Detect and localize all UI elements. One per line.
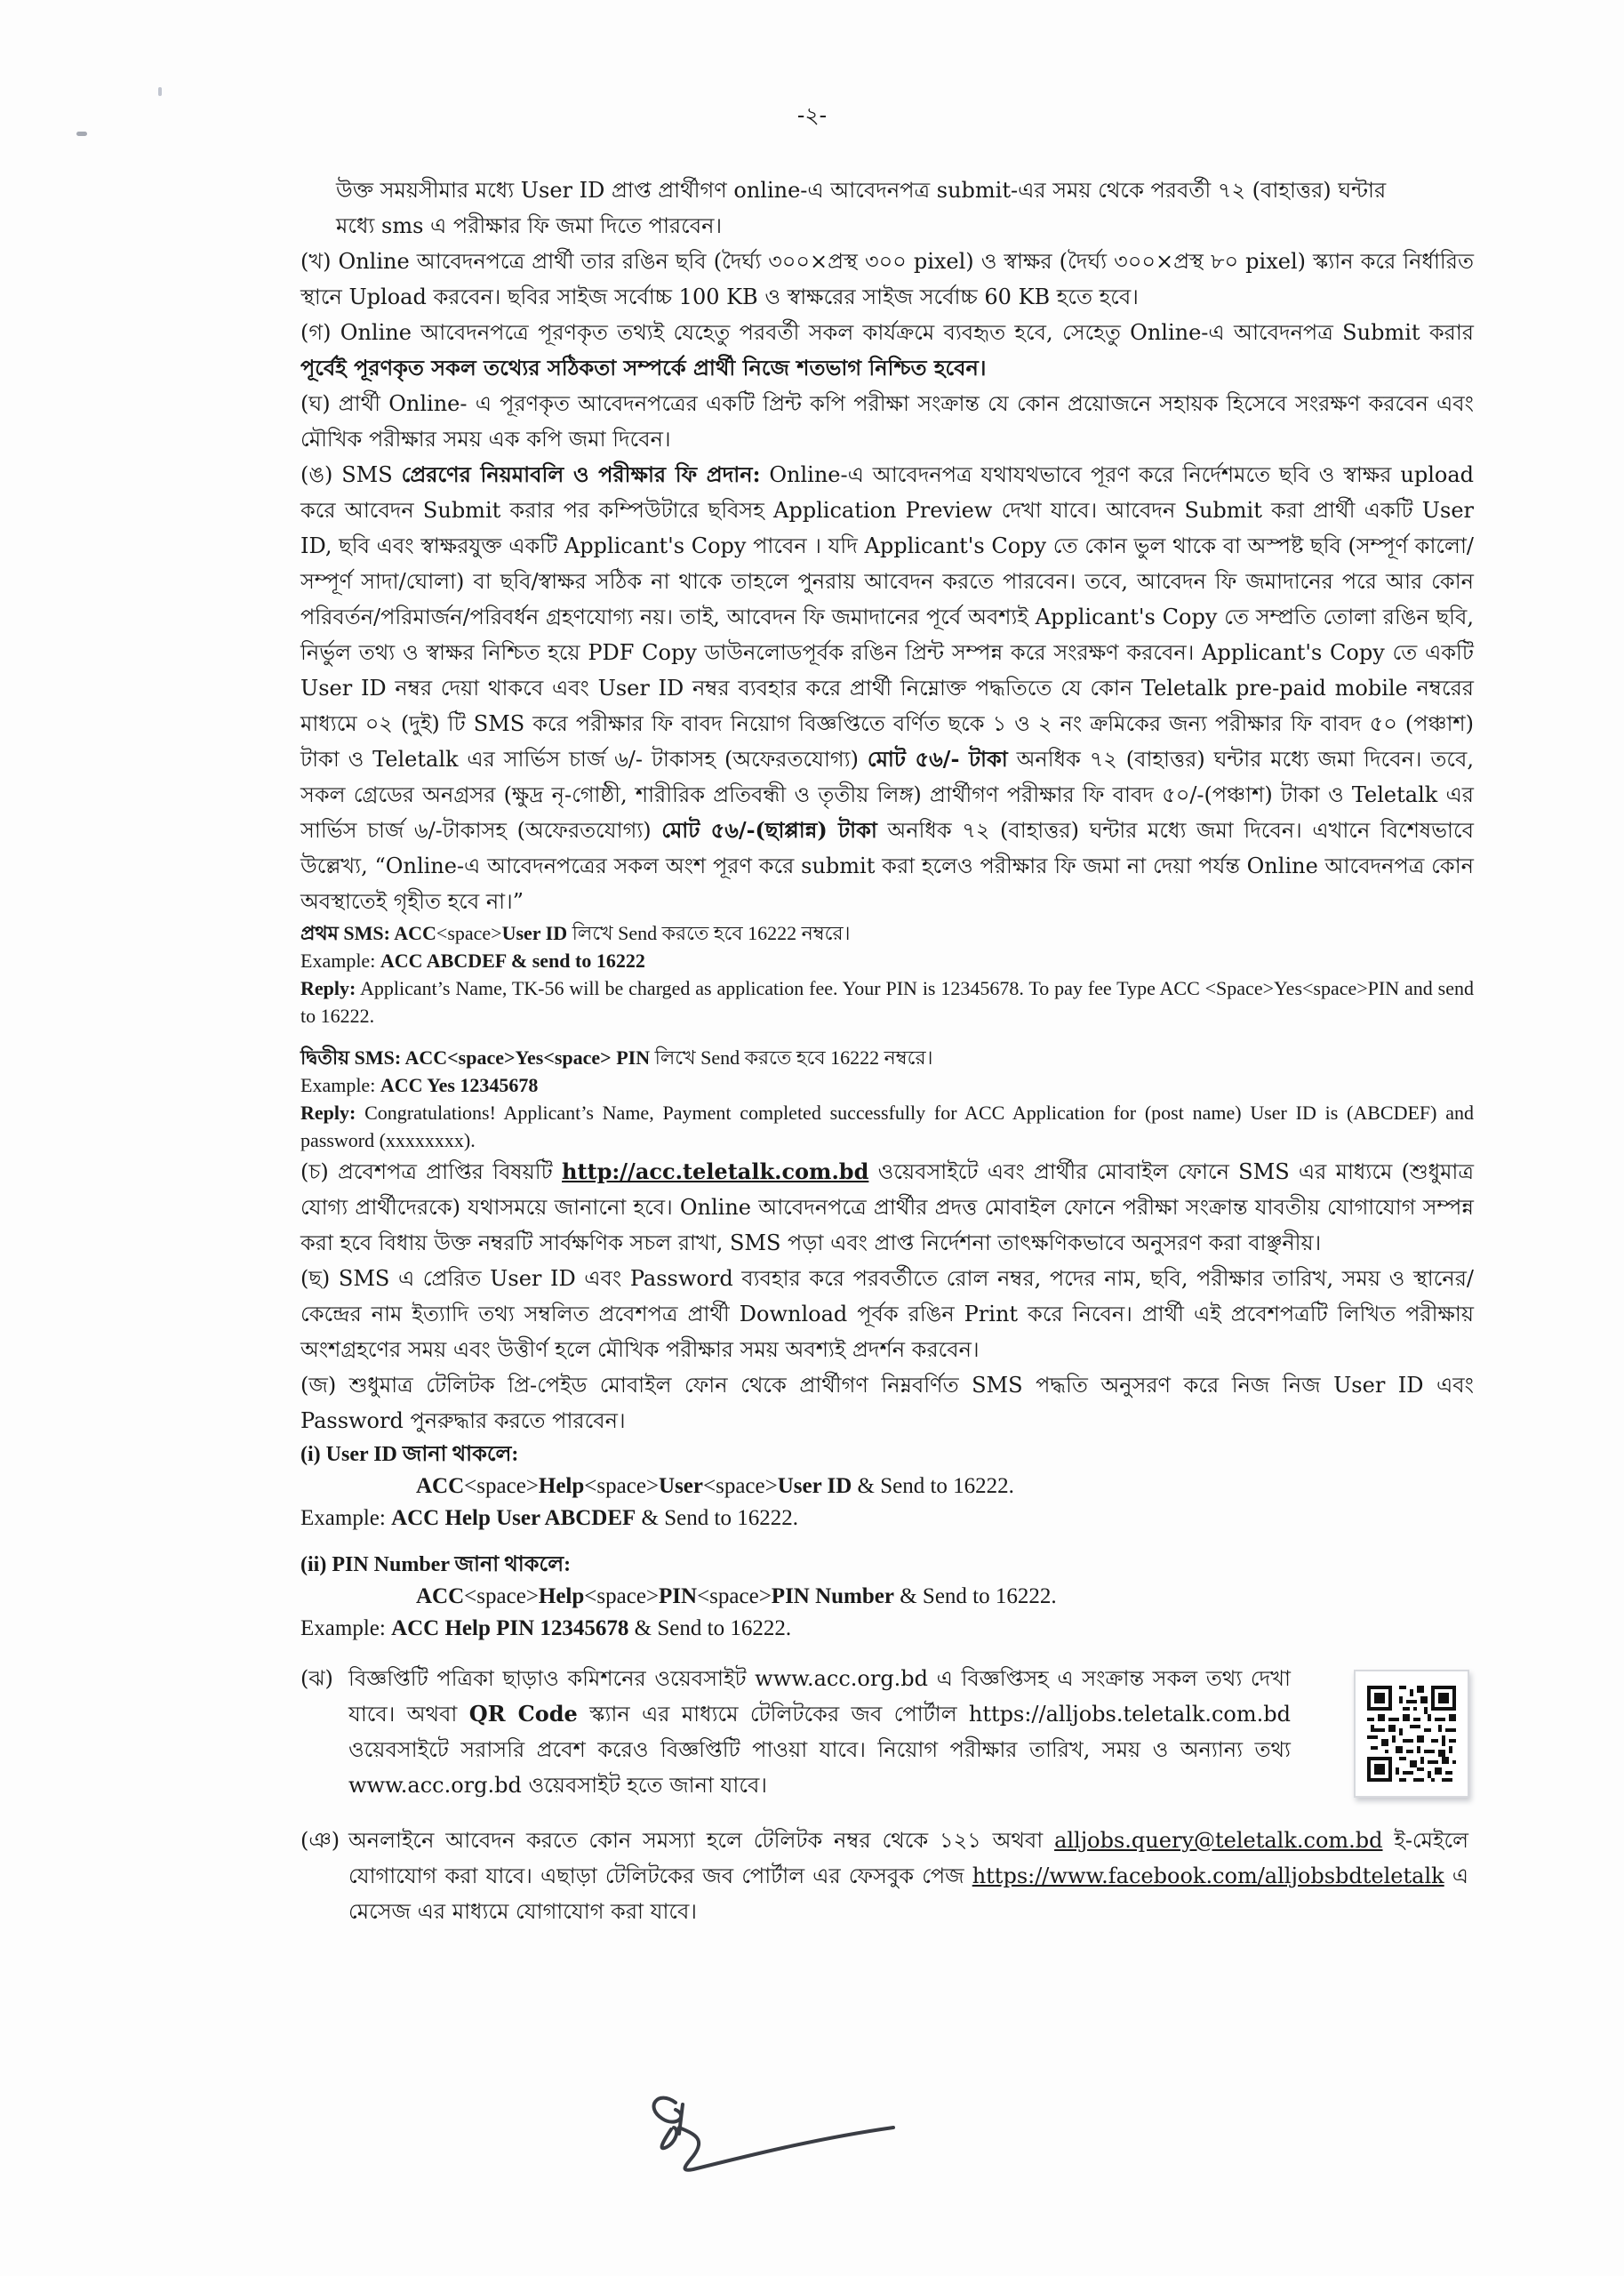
sms-2-example-value: ACC Yes 12345678 bbox=[380, 1074, 539, 1096]
intro-paragraph bbox=[300, 172, 1474, 244]
example-value: ACC Help PIN 12345678 bbox=[391, 1616, 629, 1640]
cmd-space: <space> bbox=[584, 1584, 660, 1608]
item-nya-text-3: এ মেসেজ এর মাধ্যমে যোগাযোগ করা যাবে। bbox=[348, 1863, 1469, 1924]
example-tail: & Send to 16222. bbox=[628, 1616, 792, 1640]
sms-2-tail: লিখে Send করতে হবে 16222 নম্বরে। bbox=[650, 1046, 933, 1069]
item-uma-total-fee: মোট ৫৬/- টাকা bbox=[867, 746, 1008, 772]
cmd-space: <space> bbox=[697, 1584, 772, 1608]
item-jha-qr-label: QR Code bbox=[468, 1701, 578, 1727]
signature-icon bbox=[640, 2085, 907, 2183]
item-jha bbox=[300, 1661, 1474, 1803]
item-uma-title: প্রেরণের নিয়মাবলি ও পরীক্ষার ফি প্রদান: bbox=[401, 461, 761, 487]
sms-1-reply bbox=[300, 974, 1474, 1030]
qr-code-graphic bbox=[1367, 1686, 1456, 1782]
page-number: -২- bbox=[796, 102, 828, 128]
example-label: Example: bbox=[300, 1506, 392, 1530]
recovery-userid-example bbox=[300, 1503, 1474, 1535]
scan-speck bbox=[158, 87, 162, 96]
recovery-userid-header: (i) User ID জানা থাকলে: bbox=[300, 1443, 519, 1466]
recovery-pin-example bbox=[300, 1613, 1474, 1645]
sms-2-reply bbox=[300, 1099, 1474, 1154]
recovery-pin-header: (ii) PIN Number জানা থাকলে: bbox=[300, 1553, 572, 1576]
sms-1-block bbox=[300, 919, 1474, 1030]
sms-1-example bbox=[300, 947, 1474, 974]
item-cha-text-1: (চ) প্রবেশপত্র প্রাপ্তির বিষয়টি bbox=[300, 1159, 563, 1184]
alljobs-email-link[interactable]: alljobs.query@teletalk.com.bd bbox=[1054, 1828, 1383, 1853]
cmd-space: <space> bbox=[703, 1474, 778, 1498]
item-uma-total-fee-2: মোট ৫৬/-(ছাপ্পান্ন) টাকা bbox=[661, 817, 877, 843]
item-uma-text-2: অনধিক ৭২ (বাহাত্তর) ঘন্টার মধ্যে জমা দিবেন। তবে, সকল গ্রেডের অনগ্রসর (ক্ষুদ্র নৃ-গোষ্ঠী, শারীরিক প্রতিবন্ধী ও তৃতীয় লিঙ্গ) প্রার্থীগণ পরীক্ষার ফি বাবদ ৫০/-(পঞ্চাশ) টাকা ও Teletalk এর সার্ভিস চার্জ ৬/-টাকাসহ (অফেরতযোগ্য) bbox=[300, 747, 1474, 843]
item-jha-text-1: বিজ্ঞপ্তিটি পত্রিকা ছাড়াও কমিশনের ওয়েবসাইট www.acc.org.bd এ বিজ্ঞপ্তিসহ এ সংক্রান্ত সকল তথ্য দেখা যাবে। অথবা bbox=[348, 1666, 1291, 1727]
sms-1-example-value: ACC ABCDEF & send to 16222 bbox=[380, 950, 645, 972]
sms-1-userid: User ID bbox=[501, 922, 568, 944]
sms-2-label: দ্বিতীয় SMS: ACC<space>Yes<space> PIN bbox=[300, 1046, 651, 1069]
item-ja: (জ) শুধুমাত্র টেলিটক প্রি-পেইড মোবাইল ফোন থেকে প্রার্থীগণ নিম্নবর্ণিত SMS পদ্ধতি অনুসরণ করে নিজ নিজ User ID এবং Password পুনরুদ্ধার করতে পারবেন। bbox=[300, 1373, 1474, 1433]
sms-1-label: প্রথম SMS: ACC bbox=[300, 922, 436, 944]
cmd-pin: PIN bbox=[659, 1584, 698, 1608]
cmd-acc: ACC bbox=[416, 1474, 465, 1498]
item-jha-text-2: স্ক্যান এর মাধ্যমে টেলিটকের জব পোর্টাল https://alljobs.teletalk.com.bd ওয়েবসাইটে সরাসরি প্রবেশ করেও বিজ্ঞপ্তিটি পাওয়া যাবে। নিয়োগ পরীক্ষার তারিখ, সময় ও অন্যান্য তথ্য www.acc.org.bd ওয়েবসাইট হতে জানা যাবে। bbox=[348, 1702, 1291, 1798]
item-nya-text-2: ই-মেইলে যোগাযোগ করা যাবে। এছাড়া টেলিটকের জব পোর্টাল এর ফেসবুক পেজ bbox=[348, 1828, 1468, 1888]
cmd-userid: User ID bbox=[777, 1474, 852, 1498]
item-uma bbox=[300, 457, 1474, 919]
sms-1-example-label: Example: bbox=[300, 950, 380, 972]
recovery-userid-command bbox=[300, 1471, 1474, 1503]
sms-1-space: <space> bbox=[436, 922, 502, 944]
cmd-tail: & Send to 16222. bbox=[893, 1584, 1057, 1608]
cmd-space: <space> bbox=[464, 1584, 539, 1608]
sms-2-example-label: Example: bbox=[300, 1074, 380, 1096]
cmd-space: <space> bbox=[464, 1474, 539, 1498]
item-ga-text: (গ) Online আবেদনপত্রে পূরণকৃত তথ্যই যেহেতু পরবর্তী সকল কার্যক্রমে ব্যবহৃত হবে, সেহেতু Online-এ আবেদনপত্র Submit করার bbox=[300, 320, 1474, 345]
recovery-pin-command bbox=[300, 1581, 1474, 1613]
qr-code-icon[interactable] bbox=[1354, 1670, 1469, 1798]
facebook-page-link[interactable]: https://www.facebook.com/alljobsbdteletalk bbox=[972, 1863, 1444, 1888]
item-nya-text-1: অনলাইনে আবেদন করতে কোন সমস্যা হলে টেলিটক নম্বর থেকে ১২১ অথবা bbox=[348, 1828, 1055, 1853]
intro-line-1: উক্ত সময়সীমার মধ্যে User ID প্রাপ্ত প্রার্থীগণ online-এ আবেদনপত্র submit-এর সময় থেকে পরবর্তী ৭২ (বাহাত্তর) ঘন্টার bbox=[336, 178, 1387, 203]
item-uma-prefix: (ঙ) SMS bbox=[300, 462, 402, 487]
sms-2-reply-text: Congratulations! Applicant’s Name, Payment completed successfully for ACC Application for (post name) User ID is (ABCDEF) and password (xxxxxxxx). bbox=[300, 1102, 1474, 1151]
cmd-user: User bbox=[659, 1474, 703, 1498]
item-uma-text-1: Online-এ আবেদনপত্র যথাযথভাবে পূরণ করে নির্দেশমতে ছবি ও স্বাক্ষর upload করে আবেদন Submit করার পর কম্পিউটারে ছবিসহ Application Preview দেখা যাবে। আবেদন Submit করা প্রার্থী একটি User ID, ছবি এবং স্বাক্ষরযুক্ত একটি Applicant's Copy পাবেন । যদি Applicant's Copy তে কোন ভুল থাকে বা অস্পষ্ট ছবি (সম্পূর্ণ কালো/সম্পূর্ণ সাদা/ঘোলা) বা ছবি/স্বাক্ষর সঠিক না থাকে তাহলে পুনরায় আবেদন করতে পারবেন। তবে, আবেদন ফি জমাদানের পরে আর কোন পরিবর্তন/পরিমার্জন/পরিবর্ধন গ্রহণযোগ্য নয়। তাই, আবেদন ফি জমাদানের পূর্বে অবশ্যই Applicant's Copy তে সম্প্রতি তোলা রঙিন ছবি, নির্ভুল তথ্য ও স্বাক্ষর নিশ্চিত হয়ে PDF Copy ডাউনলোডপূর্বক রঙিন প্রিন্ট সম্পন্ন করে সংরক্ষণ করবেন। Applicant's Copy তে একটি User ID নম্বর দেয়া থাকবে এবং User ID নম্বর ব্যবহার করে প্রার্থী নিম্নোক্ত পদ্ধতিতে যে কোন Teletalk pre-paid mobile নম্বরের মাধ্যমে ০২ (দুই) টি SMS করে পরীক্ষার ফি বাবদ নিয়োগ বিজ্ঞপ্তিতে বর্ণিত ছকে ১ ও ২ নং ক্রমিকের জন্য পরীক্ষার ফি বাবদ ৫০ (পঞ্চাশ) টাকা ও Teletalk এর সার্ভিস চার্জ ৬/- টাকাসহ (অফেরতযোগ্য) bbox=[300, 462, 1475, 772]
cmd-space: <space> bbox=[584, 1474, 660, 1498]
item-cha bbox=[300, 1154, 1474, 1261]
sms-2-example bbox=[300, 1071, 1474, 1099]
example-value: ACC Help User ABCDEF bbox=[391, 1506, 636, 1530]
cmd-tail: & Send to 16222. bbox=[852, 1474, 1014, 1498]
item-kha: (খ) Online আবেদনপত্রে প্রার্থী তার রঙিন ছবি (দৈর্ঘ্য ৩০০×প্রস্থ ৩০০ pixel) ও স্বাক্ষর (দৈর্ঘ্য ৩০০×প্রস্থ ৮০ pixel) স্ক্যান করে নির্ধারিত স্থানে Upload করবেন। ছবির সাইজ সর্বোচ্চ 100 KB ও স্বাক্ষরের সাইজ সর্বোচ্চ 60 KB হতে হবে। bbox=[300, 249, 1474, 309]
cmd-acc: ACC bbox=[416, 1584, 465, 1608]
item-jha-text bbox=[300, 1661, 1292, 1803]
item-jha-label: (ঝ) bbox=[300, 1666, 333, 1691]
cmd-pin-number: PIN Number bbox=[771, 1584, 894, 1608]
sms-1-instruction bbox=[300, 919, 1474, 947]
cmd-help: Help bbox=[538, 1584, 585, 1608]
item-cha-text-2: ওয়েবসাইটে এবং প্রার্থীর মোবাইল ফোনে SMS এর মাধ্যমে (শুধুমাত্র যোগ্য প্রার্থীদেরকে) যথাসময়ে জানানো হবে। Online আবেদনপত্রে প্রার্থীর প্রদত্ত মোবাইল ফোনে পরীক্ষা সংক্রান্ত যাবতীয় যোগাযোগ সম্পন্ন করা হবে বিধায় উক্ত নম্বরটি সার্বক্ষণিক সচল রাখা, SMS পড়া এবং প্রাপ্ত নির্দেশনা তাৎক্ষণিকভাবে অনুসরণ করা বাঞ্ছনীয়। bbox=[300, 1159, 1474, 1255]
item-gha: (ঘ) প্রার্থী Online- এ পূরণকৃত আবেদনপত্রের একটি প্রিন্ট কপি পরীক্ষা সংক্রান্ত যে কোন প্রয়োজনে সহায়ক হিসেবে সংরক্ষণ করবেন এবং মৌখিক পরীক্ষার সময় এক কপি জমা দিবেন। bbox=[300, 391, 1474, 452]
item-ga bbox=[300, 315, 1474, 386]
cmd-help: Help bbox=[538, 1474, 585, 1498]
item-uma-text-3: অনধিক ৭২ (বাহাত্তর) ঘন্টার মধ্যে জমা দিবেন। এখানে বিশেষভাবে উল্লেখ্য, “Online-এ আবেদনপত্রের সকল অংশ পূরণ করে submit করা হলেও পরীক্ষার ফি জমা না দেয়া পর্যন্ত Online আবেদনপত্র কোন অবস্থাতেই গৃহীত হবে না।” bbox=[300, 818, 1475, 914]
example-label: Example: bbox=[300, 1616, 392, 1640]
teletalk-acc-link[interactable]: http://acc.teletalk.com.bd bbox=[562, 1158, 869, 1184]
document-body bbox=[300, 172, 1474, 1929]
sms-2-block bbox=[300, 1044, 1474, 1154]
item-chha: (ছ) SMS এ প্রেরিত User ID এবং Password ব্যবহার করে পরবর্তীতে রোল নম্বর, পদের নাম, ছবি, পরীক্ষার তারিখ, সময় ও স্থানের/কেন্দ্রের নাম ইত্যাদি তথ্য সম্বলিত প্রবেশপত্র প্রার্থী Download পূর্বক রঙিন Print করে নিবেন। প্রার্থী এই প্রবেশপত্রটি লিখিত পরীক্ষায় অংশগ্রহণের সময় এবং উত্তীর্ণ হলে মৌখিক পরীক্ষার সময় অবশ্যই প্রদর্শন করবেন। bbox=[300, 1266, 1474, 1362]
sms-1-reply-text: Applicant’s Name, TK-56 will be charged as application fee. Your PIN is 12345678. To pay fee Type ACC <Space>Yes<space>PIN and send to 16222. bbox=[300, 977, 1474, 1027]
sms-2-reply-label: Reply: bbox=[300, 1102, 356, 1124]
sms-1-reply-label: Reply: bbox=[300, 977, 356, 999]
example-tail: & Send to 16222. bbox=[636, 1506, 798, 1530]
item-nya-label: (ঞ) bbox=[300, 1828, 340, 1853]
intro-line-2: মধ্যে sms এ পরীক্ষার ফি জমা দিতে পারবেন। bbox=[336, 213, 723, 238]
sms-2-instruction bbox=[300, 1044, 1474, 1071]
item-ga-bold: পূর্বেই পূরণকৃত সকল তথ্যের সঠিকতা সম্পর্কে প্রার্থী নিজে শতভাগ নিশ্চিত হবেন। bbox=[300, 355, 987, 381]
item-nya bbox=[300, 1823, 1474, 1929]
sms-1-tail: লিখে Send করতে হবে 16222 নম্বরে। bbox=[567, 922, 851, 944]
